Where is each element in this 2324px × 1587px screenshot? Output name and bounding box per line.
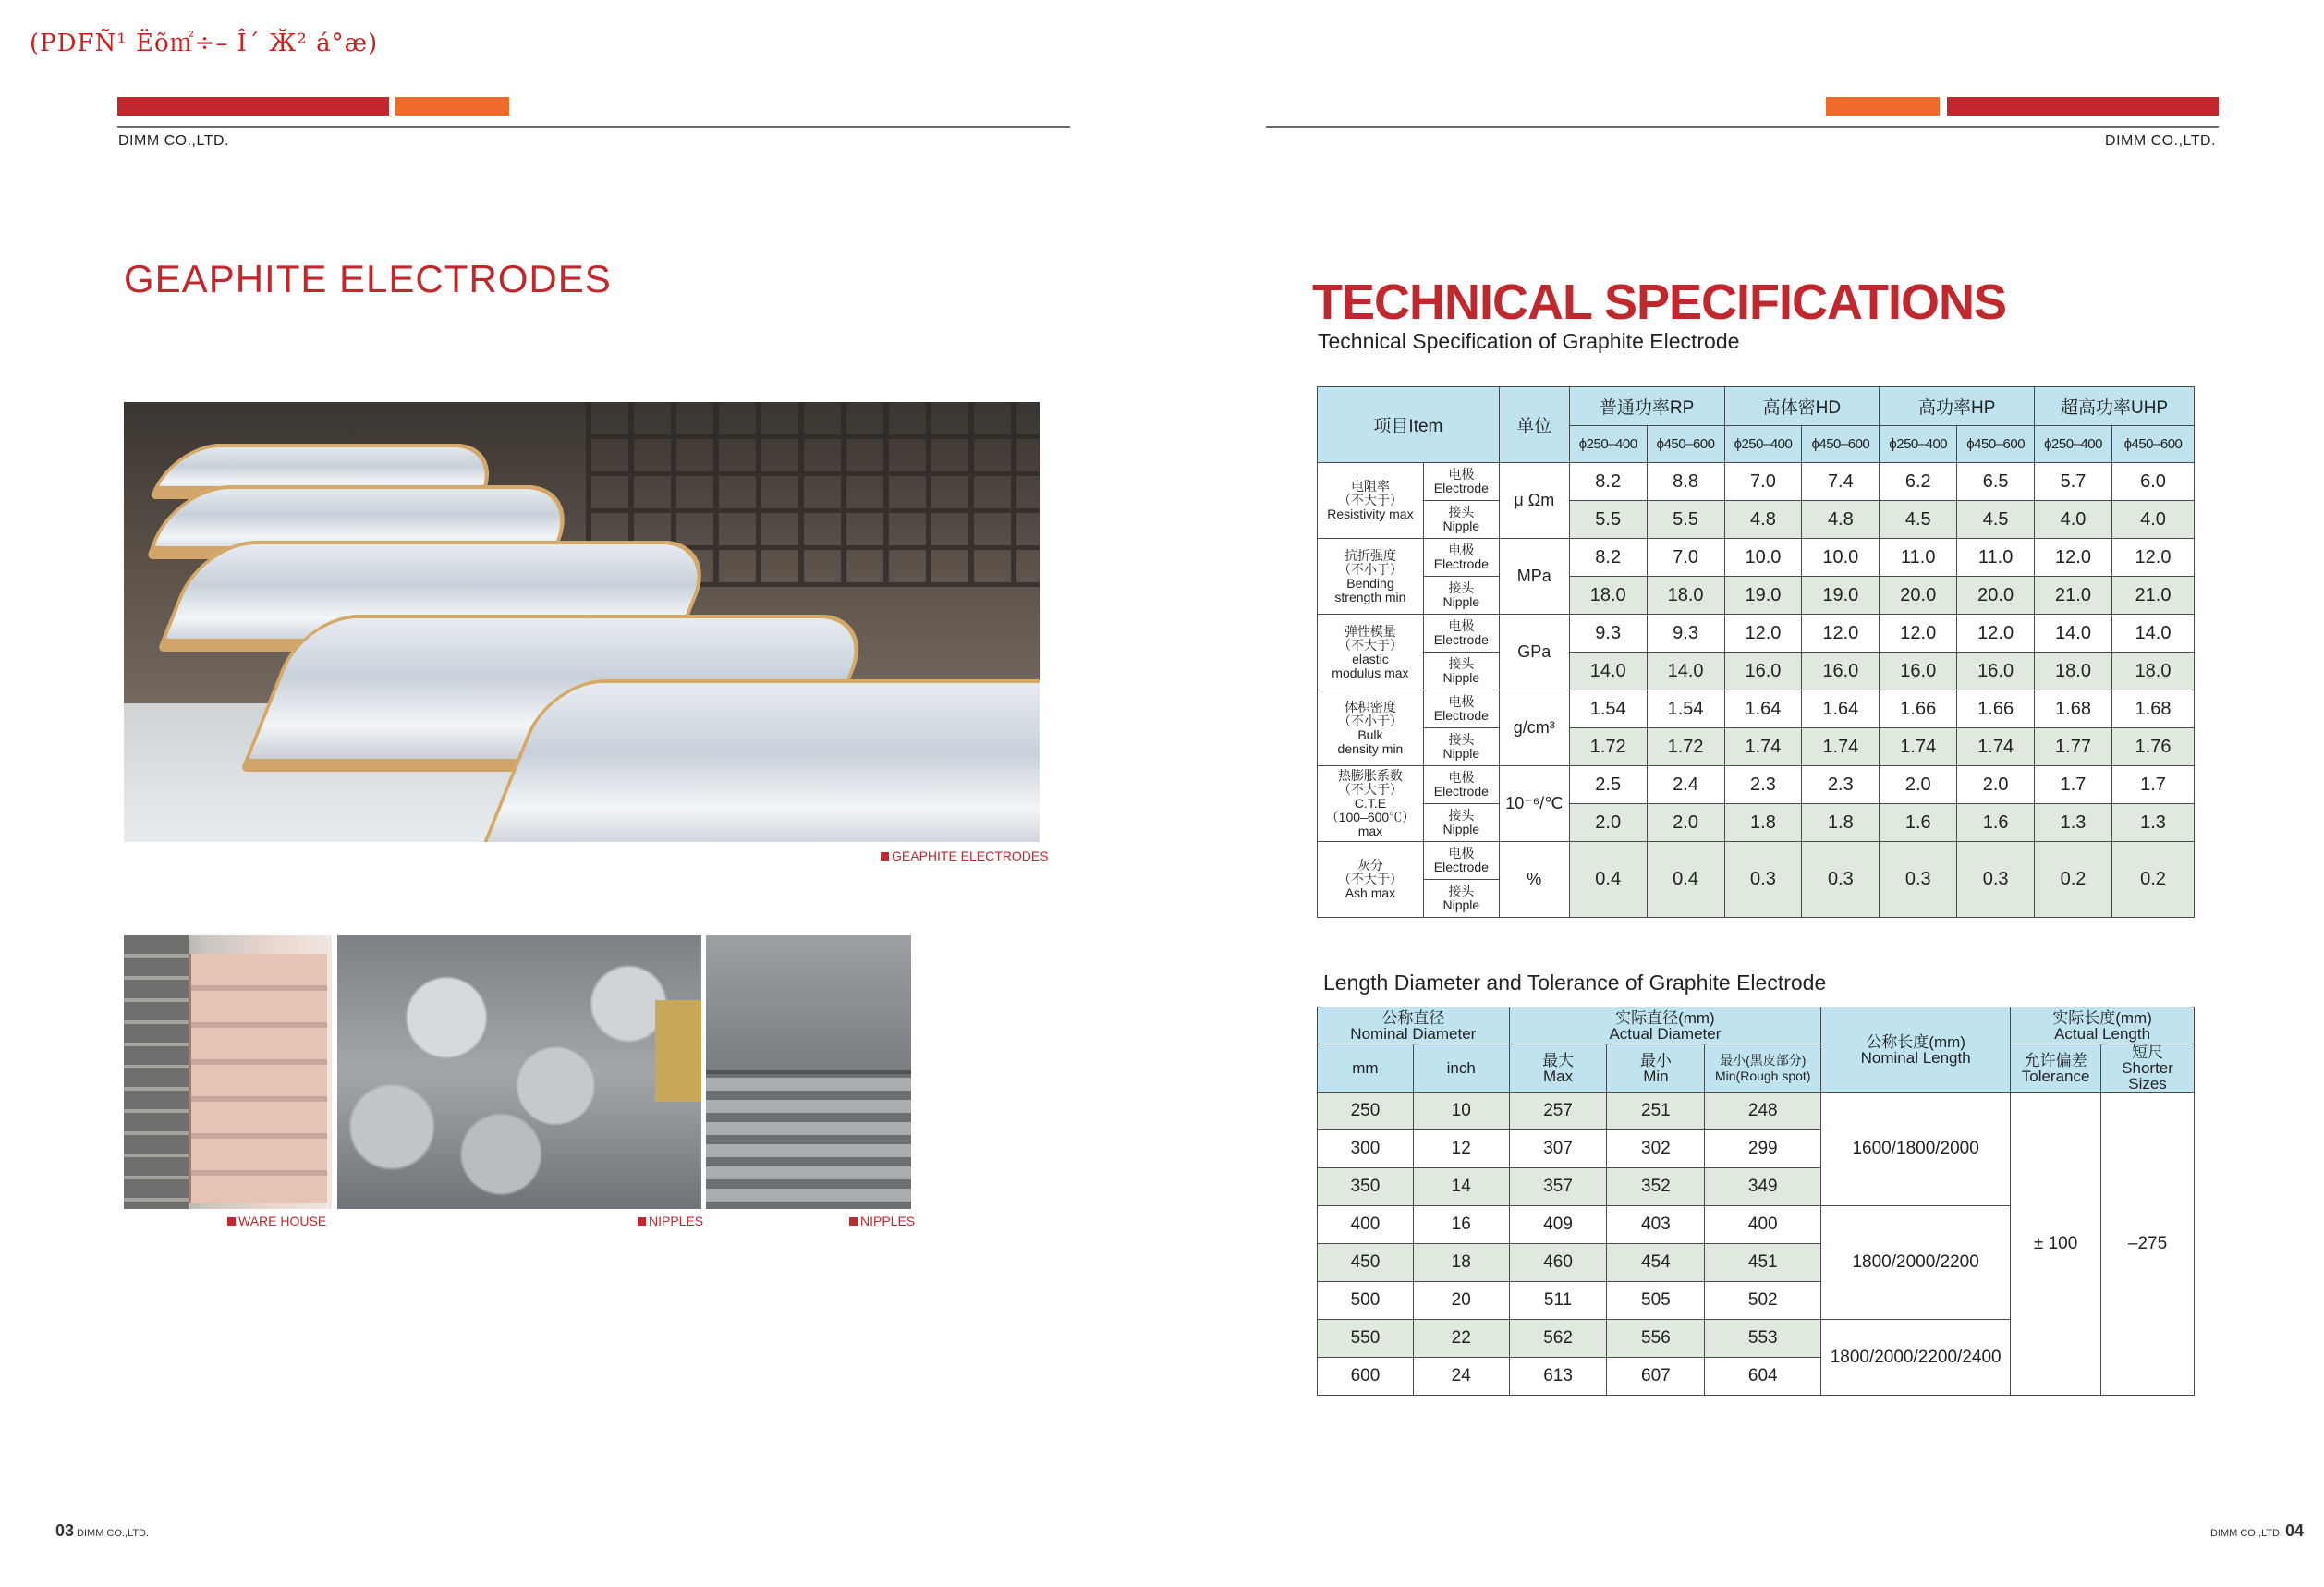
right-footer: DIMM CO.,LTD. 04 — [2209, 1521, 2304, 1540]
spec-item-header: 项目Item — [1318, 387, 1500, 463]
length-value-cell: 250 — [1318, 1093, 1414, 1130]
length-value-cell: 18 — [1413, 1244, 1509, 1282]
size-header: ϕ250–400 — [1569, 426, 1647, 463]
spec-value-cell: 0.2 — [2111, 842, 2194, 918]
length-value-cell: 14 — [1413, 1168, 1509, 1206]
table-row — [1318, 1093, 2195, 1130]
length-value-cell: 511 — [1509, 1282, 1607, 1320]
left-page-number: 03 — [55, 1521, 75, 1540]
spec-value-cell: 2.5 — [1569, 766, 1647, 804]
length-value-cell: 10 — [1413, 1093, 1509, 1130]
electrode-label: 电极 Electrode — [1423, 463, 1499, 501]
spec-value-cell: 4.5 — [1880, 501, 1957, 539]
actual-diameter-header: 实际直径(mm) Actual Diameter — [1509, 1007, 1821, 1044]
length-value-cell: 24 — [1413, 1358, 1509, 1396]
spec-unit-header: 单位 — [1499, 387, 1569, 463]
spec-value-cell: 2.0 — [1647, 804, 1724, 842]
spec-value-cell: 10.0 — [1724, 539, 1802, 577]
length-value-cell: 604 — [1705, 1358, 1821, 1396]
length-value-cell: 300 — [1318, 1130, 1414, 1168]
spec-value-cell: 1.3 — [2035, 804, 2112, 842]
size-header: ϕ450–600 — [2111, 426, 2194, 463]
spec-unit-cell: MPa — [1499, 539, 1569, 615]
spec-value-cell: 7.0 — [1647, 539, 1724, 577]
spec-value-cell: 1.54 — [1647, 690, 1724, 728]
spec-value-cell: 1.64 — [1802, 690, 1880, 728]
nominal-length-cell: 1800/2000/2200 — [1821, 1206, 2011, 1320]
right-company-name: DIMM CO.,LTD. — [2105, 133, 2216, 149]
length-value-cell: 302 — [1607, 1130, 1705, 1168]
size-header: ϕ250–400 — [1880, 426, 1957, 463]
nipples-photo-2 — [706, 935, 911, 1209]
caption-nipples-1: NIPPLES — [638, 1214, 703, 1228]
spec-value-cell: 7.0 — [1724, 463, 1802, 501]
length-table-title: Length Diameter and Tolerance of Graphite Electrode — [1323, 971, 1827, 995]
spec-value-cell: 1.74 — [1957, 728, 2035, 766]
spec-value-cell: 16.0 — [1802, 653, 1880, 690]
spec-item-cell: 抗折强度 （不小于） Bending strength min — [1318, 539, 1424, 615]
group-rp-header: 普通功率RP — [1569, 387, 1724, 426]
spec-table — [1317, 386, 2195, 918]
spec-value-cell: 12.0 — [1802, 615, 1880, 653]
spec-value-cell: 4.8 — [1724, 501, 1802, 539]
left-red-bar — [117, 97, 389, 116]
electrode-label: 电极 Electrode — [1423, 615, 1499, 653]
spec-value-cell: 1.74 — [1880, 728, 1957, 766]
spec-value-cell: 1.64 — [1724, 690, 1802, 728]
spec-value-cell: 1.66 — [1957, 690, 2035, 728]
spec-item-cell: 弹性模量 （不大于） elastic modulus max — [1318, 615, 1424, 690]
spec-value-cell: 18.0 — [1647, 577, 1724, 615]
spec-value-cell: 1.8 — [1802, 804, 1880, 842]
length-value-cell: 600 — [1318, 1358, 1414, 1396]
spec-item-cell: 热膨胀系数 （不大于） C.T.E （100–600℃） max — [1318, 766, 1424, 842]
left-footer: 03 DIMM CO.,LTD. — [55, 1521, 150, 1540]
left-header-rule — [117, 126, 1070, 128]
spec-value-cell: 2.0 — [1957, 766, 2035, 804]
length-value-cell: 562 — [1509, 1320, 1607, 1358]
spec-value-cell: 0.4 — [1647, 842, 1724, 918]
length-value-cell: 550 — [1318, 1320, 1414, 1358]
shorter-sizes-cell: –275 — [2101, 1093, 2195, 1396]
caption-nipples-2: NIPPLES — [849, 1214, 915, 1228]
mm-header: mm — [1318, 1044, 1414, 1093]
technical-specifications-title: TECHNICAL SPECIFICATIONS — [1312, 275, 2007, 330]
nipple-label: 接头 Nipple — [1423, 577, 1499, 615]
length-value-cell: 20 — [1413, 1282, 1509, 1320]
spec-value-cell: 5.5 — [1647, 501, 1724, 539]
watermark-text: (PDFÑ¹ Ëõ㎡÷– Î´ Ӂ² á°æ) — [30, 30, 379, 57]
spec-value-cell: 16.0 — [1724, 653, 1802, 690]
spec-value-cell: 21.0 — [2035, 577, 2112, 615]
spec-value-cell: 18.0 — [2111, 653, 2194, 690]
spec-value-cell: 4.0 — [2111, 501, 2194, 539]
size-header: ϕ250–400 — [2035, 426, 2112, 463]
spec-value-cell: 21.0 — [2111, 577, 2194, 615]
nipple-label: 接头 Nipple — [1423, 501, 1499, 539]
spec-value-cell: 1.7 — [2035, 766, 2112, 804]
nominal-diameter-header: 公称直径 Nominal Diameter — [1318, 1007, 1510, 1044]
spec-value-cell: 6.2 — [1880, 463, 1957, 501]
nominal-length-header: 公称长度(mm) Nominal Length — [1821, 1007, 2011, 1093]
group-hp-header: 高功率HP — [1880, 387, 2035, 426]
spec-value-cell: 18.0 — [2035, 653, 2112, 690]
spec-value-cell: 14.0 — [2035, 615, 2112, 653]
spec-value-cell: 4.0 — [2035, 501, 2112, 539]
spec-value-cell: 2.3 — [1802, 766, 1880, 804]
electrode-label: 电极 Electrode — [1423, 766, 1499, 804]
spec-value-cell: 16.0 — [1880, 653, 1957, 690]
length-value-cell: 450 — [1318, 1244, 1414, 1282]
length-value-cell: 505 — [1607, 1282, 1705, 1320]
caption-graphite-electrodes: GEAPHITE ELECTRODES — [881, 848, 1049, 863]
length-value-cell: 556 — [1607, 1320, 1705, 1358]
spec-value-cell: 2.3 — [1724, 766, 1802, 804]
nominal-length-cell: 1800/2000/2200/2400 — [1821, 1320, 2011, 1396]
length-value-cell: 451 — [1705, 1244, 1821, 1282]
spec-unit-cell: g/cm³ — [1499, 690, 1569, 766]
group-uhp-header: 超高功率UHP — [2035, 387, 2195, 426]
spec-value-cell: 1.68 — [2111, 690, 2194, 728]
length-value-cell: 307 — [1509, 1130, 1607, 1168]
spec-value-cell: 1.6 — [1880, 804, 1957, 842]
spec-value-cell: 8.8 — [1647, 463, 1724, 501]
length-value-cell: 400 — [1318, 1206, 1414, 1244]
spec-item-cell: 电阻率 （不大于） Resistivity max — [1318, 463, 1424, 539]
length-value-cell: 349 — [1705, 1168, 1821, 1206]
spec-value-cell: 14.0 — [1647, 653, 1724, 690]
spec-value-cell: 20.0 — [1880, 577, 1957, 615]
nipple-label: 接头 Nipple — [1423, 653, 1499, 690]
spec-value-cell: 1.68 — [2035, 690, 2112, 728]
shorter-sizes-header: 短尺 Shorter Sizes — [2101, 1044, 2195, 1093]
rough-min-header: 最小(黑皮部分) Min(Rough spot) — [1705, 1044, 1821, 1093]
spec-value-cell: 11.0 — [1880, 539, 1957, 577]
spec-value-cell: 9.3 — [1569, 615, 1647, 653]
spec-unit-cell: μ Ωm — [1499, 463, 1569, 539]
group-hd-header: 高体密HD — [1724, 387, 1880, 426]
length-value-cell: 607 — [1607, 1358, 1705, 1396]
right-page-number: 04 — [2284, 1521, 2304, 1540]
length-value-cell: 357 — [1509, 1168, 1607, 1206]
spec-value-cell: 5.5 — [1569, 501, 1647, 539]
length-value-cell: 352 — [1607, 1168, 1705, 1206]
spec-value-cell: 12.0 — [1880, 615, 1957, 653]
length-value-cell: 502 — [1705, 1282, 1821, 1320]
spec-value-cell: 1.6 — [1957, 804, 2035, 842]
size-header: ϕ250–400 — [1724, 426, 1802, 463]
spec-table-subtitle: Technical Specification of Graphite Electrode — [1318, 329, 1740, 353]
length-value-cell: 553 — [1705, 1320, 1821, 1358]
length-value-cell: 257 — [1509, 1093, 1607, 1130]
inch-header: inch — [1413, 1044, 1509, 1093]
length-value-cell: 299 — [1705, 1130, 1821, 1168]
electrode-label: 电极 Electrode — [1423, 539, 1499, 577]
spec-value-cell: 1.77 — [2035, 728, 2112, 766]
length-value-cell: 350 — [1318, 1168, 1414, 1206]
spec-value-cell: 11.0 — [1957, 539, 2035, 577]
nipple-label: 接头 Nipple — [1423, 728, 1499, 766]
right-header-rule — [1266, 126, 2219, 128]
spec-value-cell: 1.74 — [1724, 728, 1802, 766]
spec-value-cell: 0.3 — [1724, 842, 1802, 918]
length-value-cell: 400 — [1705, 1206, 1821, 1244]
tolerance-cell: ± 100 — [2011, 1093, 2101, 1396]
max-header: 最大 Max — [1509, 1044, 1607, 1093]
spec-value-cell: 19.0 — [1802, 577, 1880, 615]
length-value-cell: 460 — [1509, 1244, 1607, 1282]
size-header: ϕ450–600 — [1802, 426, 1880, 463]
spec-value-cell: 4.5 — [1957, 501, 2035, 539]
right-red-bar — [1947, 97, 2219, 116]
spec-value-cell: 14.0 — [1569, 653, 1647, 690]
caption-warehouse: WARE HOUSE — [227, 1214, 326, 1228]
spec-value-cell: 0.3 — [1957, 842, 2035, 918]
nipple-label: 接头 Nipple — [1423, 880, 1499, 918]
spec-value-cell: 1.8 — [1724, 804, 1802, 842]
spec-value-cell: 6.5 — [1957, 463, 2035, 501]
spec-value-cell: 12.0 — [2111, 539, 2194, 577]
length-table — [1317, 1007, 2195, 1396]
spec-value-cell: 14.0 — [2111, 615, 2194, 653]
length-value-cell: 500 — [1318, 1282, 1414, 1320]
size-header: ϕ450–600 — [1957, 426, 2035, 463]
spec-value-cell: 9.3 — [1647, 615, 1724, 653]
spec-value-cell: 4.8 — [1802, 501, 1880, 539]
spec-value-cell: 19.0 — [1724, 577, 1802, 615]
spec-value-cell: 1.7 — [2111, 766, 2194, 804]
spec-value-cell: 1.72 — [1569, 728, 1647, 766]
actual-length-header: 实际长度(mm) Actual Length — [2011, 1007, 2195, 1044]
nipple-label: 接头 Nipple — [1423, 804, 1499, 842]
spec-value-cell: 16.0 — [1957, 653, 2035, 690]
spec-value-cell: 1.76 — [2111, 728, 2194, 766]
graphite-electrodes-photo — [124, 402, 1040, 842]
spec-value-cell: 1.74 — [1802, 728, 1880, 766]
length-value-cell: 409 — [1509, 1206, 1607, 1244]
spec-value-cell: 12.0 — [1957, 615, 2035, 653]
spec-value-cell: 1.3 — [2111, 804, 2194, 842]
length-value-cell: 403 — [1607, 1206, 1705, 1244]
electrode-label: 电极 Electrode — [1423, 842, 1499, 880]
spec-value-cell: 8.2 — [1569, 539, 1647, 577]
warehouse-photo — [124, 935, 332, 1209]
spec-value-cell: 2.4 — [1647, 766, 1724, 804]
spec-value-cell: 20.0 — [1957, 577, 2035, 615]
spec-value-cell: 7.4 — [1802, 463, 1880, 501]
spec-value-cell: 12.0 — [2035, 539, 2112, 577]
spec-item-cell: 灰分 （不大于） Ash max — [1318, 842, 1424, 918]
spec-value-cell: 1.66 — [1880, 690, 1957, 728]
nominal-length-cell: 1600/1800/2000 — [1821, 1093, 2011, 1206]
length-value-cell: 613 — [1509, 1358, 1607, 1396]
spec-value-cell: 12.0 — [1724, 615, 1802, 653]
spec-value-cell: 5.7 — [2035, 463, 2112, 501]
length-value-cell: 251 — [1607, 1093, 1705, 1130]
spec-value-cell: 0.3 — [1802, 842, 1880, 918]
spec-value-cell: 2.0 — [1569, 804, 1647, 842]
spec-value-cell: 18.0 — [1569, 577, 1647, 615]
left-page-title: GEAPHITE ELECTRODES — [124, 257, 612, 300]
length-value-cell: 248 — [1705, 1093, 1821, 1130]
tolerance-header: 允许偏差 Tolerance — [2011, 1044, 2101, 1093]
spec-value-cell: 10.0 — [1802, 539, 1880, 577]
electrode-label: 电极 Electrode — [1423, 690, 1499, 728]
length-value-cell: 454 — [1607, 1244, 1705, 1282]
spec-item-cell: 体积密度 （不小于） Bulk density min — [1318, 690, 1424, 766]
spec-value-cell: 0.3 — [1880, 842, 1957, 918]
spec-value-cell: 1.54 — [1569, 690, 1647, 728]
spec-value-cell: 6.0 — [2111, 463, 2194, 501]
length-value-cell: 16 — [1413, 1206, 1509, 1244]
length-value-cell: 22 — [1413, 1320, 1509, 1358]
spec-value-cell: 0.2 — [2035, 842, 2112, 918]
spec-unit-cell: % — [1499, 842, 1569, 918]
size-header: ϕ450–600 — [1647, 426, 1724, 463]
spec-value-cell: 2.0 — [1880, 766, 1957, 804]
right-orange-bar — [1826, 97, 1940, 116]
length-value-cell: 12 — [1413, 1130, 1509, 1168]
spec-unit-cell: GPa — [1499, 615, 1569, 690]
min-header: 最小 Min — [1607, 1044, 1705, 1093]
spec-unit-cell: 10⁻⁶/℃ — [1499, 766, 1569, 842]
spec-value-cell: 1.72 — [1647, 728, 1724, 766]
left-company-name: DIMM CO.,LTD. — [118, 133, 229, 149]
nipples-photo-1 — [337, 935, 701, 1209]
left-orange-bar — [395, 97, 509, 116]
spec-value-cell: 0.4 — [1569, 842, 1647, 918]
spec-value-cell: 8.2 — [1569, 463, 1647, 501]
